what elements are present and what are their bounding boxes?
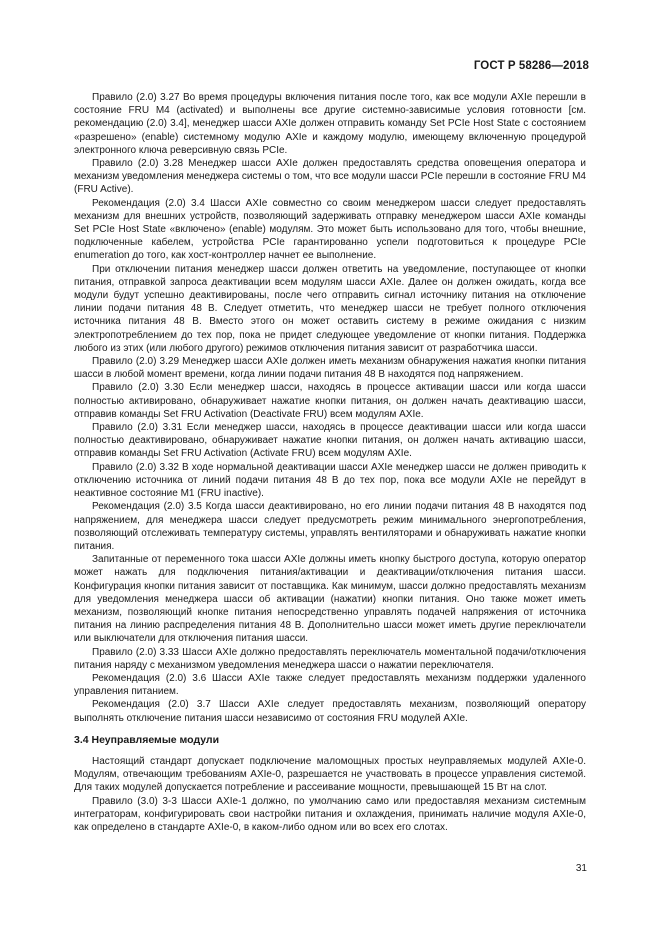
paragraph: Рекомендация (2.0) 3.4 Шасси AXIe совместно со своим менеджером шасси следует предоставлять механизм для внешних устройств, позволяющий задерживать отправку менеджером шасси AXIe команды Set PCIe Host State «включено» (enable) модулям. Это может быть использовано для того, чтобы внешние, подключенные кабелем, устройства PCIe гарантированно успели подготовиться к процедуре PCIe enumeration до того, как хост-контроллер начнет ее выполнение.	[74, 197, 586, 262]
paragraph: Настоящий стандарт допускает подключение маломощных простых неуправляемых модулей AXIe-0. Модулям, отвечающим требованиям AXIe-0, разрешается не участвовать в процессе управления системой. Для таких модулей допускается потребление и рассеивание мощности, превышающей 15 Вт на слот.	[74, 755, 586, 794]
paragraph: Правило (2.0) 3.28 Менеджер шасси AXIe должен предоставлять средства оповещения оператора и механизм уведомления менеджера системы о том, что все модули шасси PCIe перешли в состояние FRU M4 (FRU Active).	[74, 158, 586, 196]
standard-header: ГОСТ Р 58286—2018	[473, 60, 589, 72]
paragraph: При отключении питания менеджер шасси должен ответить на уведомление, поступающее от кнопки питания, отправкой запроса деактивации всем модулям шасси AXIe. Далее он должен ожидать, когда все модули будут успешно деактивированы, после чего отправить сигнал источнику питания на отключение линии подачи питания 48 В. Следует отметить, что менеджер шасси не требует полного отключения источника питания 48 В. Вместо этого он может оставить систему в режиме ожидания с низким электропотреблением до тех пор, пока не придет следующее уведомление от кнопки питания. Поддержка любого из этих (или любого другого) режимов отключения питания зависит от разработчика шасси.	[74, 263, 586, 354]
document-body	[74, 91, 586, 834]
paragraph: Запитанные от переменного тока шасси AXIe должны иметь кнопку быстрого доступа, которую оператор может нажать для подключения питания/активации и деактивации/отключения питания шасси. Конфигурация кнопки питания зависит от поставщика. Как минимум, шасси должно предоставлять механизм для уведомления менеджера шасси об активации (нажатии) кнопки питания. Оно также может иметь механизм, позволяющий кнопке питания непосредственно управлять подачей напряжения от источника питания на линию распределения питания 48 В. Дополнительно шасси может иметь другие переключатели или выключатели для отключения питания шасси.	[74, 554, 586, 645]
paragraph: Правило (2.0) 3.30 Если менеджер шасси, находясь в процессе активации шасси или когда шасси полностью активировано, обнаруживает нажатие кнопки питания, он должен начать деактивацию шасси, отправив команды Set FRU Activation (Deactivate FRU) всем модулям AXIe.	[74, 382, 586, 420]
paragraph: Правило (2.0) 3.29 Менеджер шасси AXIe должен иметь механизм обнаружения нажатия кнопки питания шасси в любой момент времени, когда линии подачи питания 48 В находятся под напряжением.	[74, 356, 586, 381]
paragraph: Правило (2.0) 3.27 Во время процедуры включения питания после того, как все модули AXIe перешли в состояние FRU M4 (activated) и выполнены все другие системно-зависимые условия готовности [см. рекомендацию (2.0) 3.4], менеджер шасси AXIe должен отправить команду Set PCIe Host State с состоянием «разрешено» (enable) системному модулю AXIe и каждому модулю, имеющему включенную процедурой электронного ключа реверсивную связь PCIe.	[74, 92, 586, 156]
section-heading: 3.4 Неуправляемые модули	[74, 733, 220, 746]
paragraph: Правило (2.0) 3.33 Шасси AXIe должно предоставлять переключатель моментальной подачи/отключения питания наряду с механизмом уведомления менеджера шасси о нажатии переключателя.	[74, 646, 586, 671]
paragraph: Правило (3.0) 3-3 Шасси AXIe-1 должно, по умолчанию само или предоставляя механизм системным интеграторам, конфигурировать свои настройки питания и охлаждения, принимать наличие модуля AXIe-0, как определено в стандарте AXIe-0, в каком-либо одном или во всех его слотах.	[74, 795, 586, 833]
paragraph: Рекомендация (2.0) 3.7 Шасси AXIe следует предоставлять механизм, позволяющий оператору выполнять отключение питания шасси независимо от состояния FRU модулей AXIe.	[74, 699, 586, 724]
page-number: 31	[575, 863, 587, 874]
paragraph: Правило (2.0) 3.32 В ходе нормальной деактивации шасси AXIe менеджер шасси не должен приводить к отключению источника от линий подачи питания 48 В до тех пор, пока все модули AXIe не перейдут в неактивное состояние M1 (FRU inactive).	[74, 461, 586, 500]
paragraph: Рекомендация (2.0) 3.5 Когда шасси деактивировано, но его линии подачи питания 48 В находятся под напряжением, для менеджера шасси следует предусмотреть режим минимального энергопотребления, позволяющий отслеживать температуру системы, управлять вентиляторами и обнаруживать нажатие кнопки питания.	[74, 501, 586, 552]
paragraph: Рекомендация (2.0) 3.6 Шасси AXIe также следует предоставлять механизм поддержки удаленного управления питанием.	[74, 672, 586, 698]
paragraph: Правило (2.0) 3.31 Если менеджер шасси, находясь в процессе деактивации шасси или когда шасси полностью деактивировано, обнаруживает нажатие кнопки питания, он должен начать активацию шасси, отправив команды Set FRU Activation (Activate FRU) всем модулям AXIe.	[74, 422, 586, 460]
